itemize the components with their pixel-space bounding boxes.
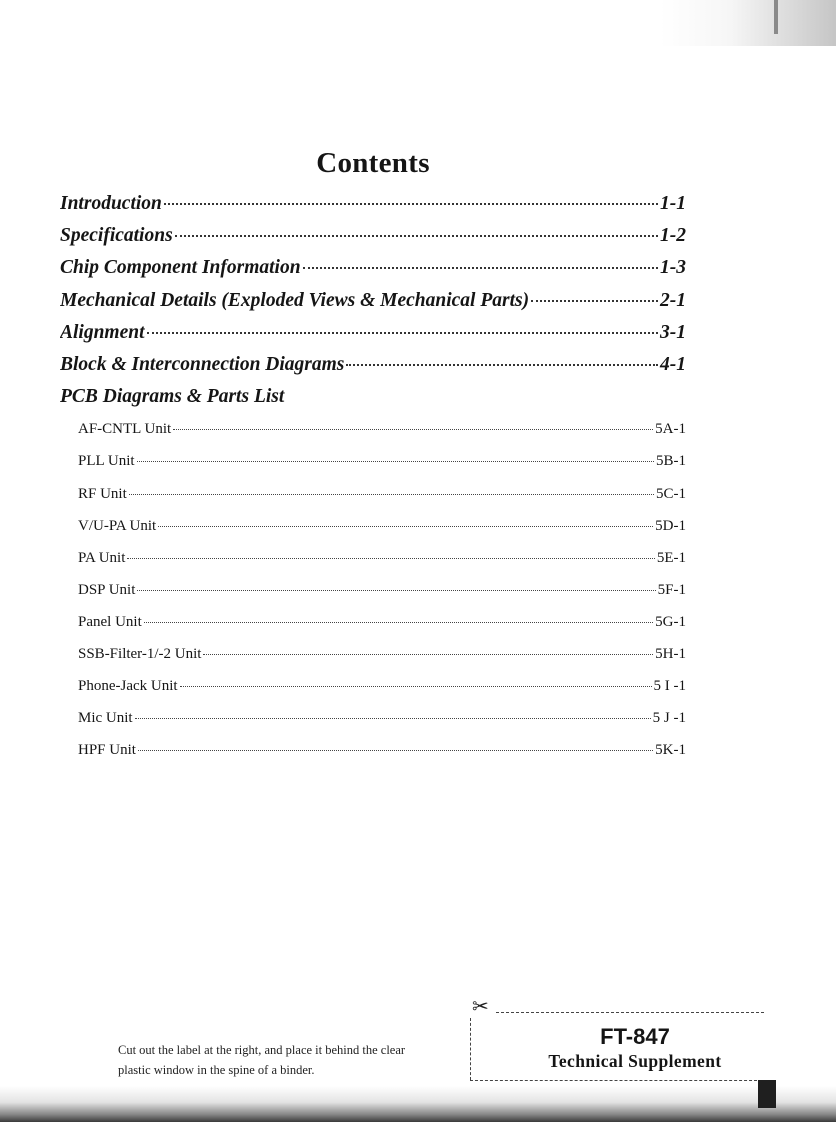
- toc-entry-label: Block & Interconnection Diagrams: [60, 353, 345, 375]
- dot-leader: [127, 558, 654, 559]
- toc-subentry-label: SSB-Filter-1/-2 Unit: [78, 645, 202, 662]
- toc-subentry-page: 5A-1: [655, 421, 686, 438]
- dot-leader: [180, 686, 652, 687]
- scan-shadow-bottom: [0, 1086, 836, 1122]
- toc-subentry-label: DSP Unit: [78, 581, 136, 598]
- toc-subentry-dsp-unit: [60, 574, 686, 606]
- toc-subentry-hpf-unit: [60, 734, 686, 766]
- cut-line-bottom: [470, 1080, 762, 1081]
- binder-spine-label: [470, 994, 770, 1084]
- toc-subentry-page: 5C-1: [656, 485, 686, 502]
- toc-entry-alignment: [60, 317, 686, 349]
- toc-subentry-page: 5 I -1: [653, 678, 686, 695]
- toc-subentry-label: Mic Unit: [78, 710, 133, 727]
- toc-subentry-vu-pa-unit: [60, 510, 686, 542]
- toc-entry-introduction: [60, 188, 686, 220]
- toc-subentry-pa-unit: [60, 542, 686, 574]
- toc-subentry-label: V/U-PA Unit: [78, 517, 157, 534]
- toc-entry-page: 1-3: [660, 257, 686, 279]
- dot-leader: [175, 235, 658, 237]
- dot-leader: [135, 718, 651, 719]
- toc-subentry-page: 5K-1: [655, 742, 686, 759]
- toc-subentry-label: PA Unit: [78, 549, 126, 566]
- dot-leader: [203, 654, 653, 655]
- scan-edge-top: [774, 0, 778, 34]
- page-title: Contents: [316, 147, 430, 180]
- toc-entry-specifications: [60, 220, 686, 252]
- dot-leader: [129, 494, 654, 495]
- cut-line-left: [470, 1018, 471, 1080]
- toc-subentry-page: 5G-1: [655, 613, 686, 630]
- toc-entry-page: 2-1: [660, 289, 686, 311]
- toc-subentry-page: 5 J -1: [652, 710, 686, 727]
- toc-entry-page: 3-1: [660, 321, 686, 343]
- toc-subentry-phone-jack-unit: [60, 670, 686, 702]
- dot-leader: [164, 203, 658, 205]
- toc-subentry-af-cntl-unit: [60, 413, 686, 445]
- toc-entry-block-interconnection-diagrams: [60, 349, 686, 381]
- toc-entry-label: Alignment: [60, 321, 145, 343]
- dot-leader: [303, 267, 658, 269]
- toc-subentry-page: 5B-1: [656, 453, 686, 470]
- toc-subentry-label: HPF Unit: [78, 742, 136, 759]
- binder-label-instruction: Cut out the label at the right, and place it behind the clear plastic window in the spine of a binder.: [118, 1042, 406, 1077]
- dot-leader: [158, 526, 653, 527]
- toc-subentry-label: PLL Unit: [78, 453, 135, 470]
- toc-subentry-panel-unit: [60, 606, 686, 638]
- dot-leader: [346, 364, 658, 366]
- dot-leader: [137, 461, 654, 462]
- toc-subentry-mic-unit: [60, 702, 686, 734]
- dot-leader: [138, 750, 653, 751]
- toc-entry-label: Introduction: [60, 193, 162, 214]
- toc-entry-page: 4-1: [660, 353, 686, 375]
- toc-subentry-label: Phone-Jack Unit: [78, 678, 178, 695]
- table-of-contents: [60, 188, 686, 766]
- toc-entry-label: Chip Component Information: [60, 257, 301, 279]
- toc-entry-page: 1-1: [660, 193, 686, 214]
- scissors-icon: ✂: [472, 994, 489, 1018]
- label-model-number: FT-847: [600, 1024, 670, 1049]
- toc-entry-chip-component-information: [60, 252, 686, 284]
- label-subtitle: Technical Supplement: [548, 1051, 722, 1071]
- toc-entry-label: Mechanical Details (Exploded Views & Mechanical Parts): [60, 289, 530, 311]
- toc-entry-mechanical-details: [60, 285, 686, 317]
- dot-leader: [137, 590, 655, 591]
- toc-section-heading-pcb: PCB Diagrams & Parts List: [60, 386, 285, 408]
- toc-subentry-rf-unit: [60, 478, 686, 510]
- dot-leader: [173, 429, 653, 430]
- toc-subentry-pll-unit: [60, 445, 686, 477]
- scan-shadow-top: [660, 0, 836, 46]
- toc-subentry-page: 5H-1: [655, 645, 686, 662]
- cut-line-top: [496, 1012, 764, 1013]
- toc-subentry-label: AF-CNTL Unit: [78, 421, 172, 438]
- toc-subentry-page: 5F-1: [657, 581, 686, 598]
- dot-leader: [147, 332, 658, 334]
- toc-subentry-label: RF Unit: [78, 485, 127, 502]
- scan-edge-bottom: [758, 1080, 776, 1108]
- toc-subentry-ssb-filter-unit: [60, 638, 686, 670]
- toc-entry-label: Specifications: [60, 225, 173, 247]
- toc-entry-page: 1-2: [660, 225, 686, 247]
- dot-leader: [144, 622, 653, 623]
- toc-subentry-page: 5E-1: [656, 549, 686, 566]
- dot-leader: [531, 300, 658, 302]
- toc-subentry-label: Panel Unit: [78, 613, 142, 630]
- toc-subentry-page: 5D-1: [655, 517, 686, 534]
